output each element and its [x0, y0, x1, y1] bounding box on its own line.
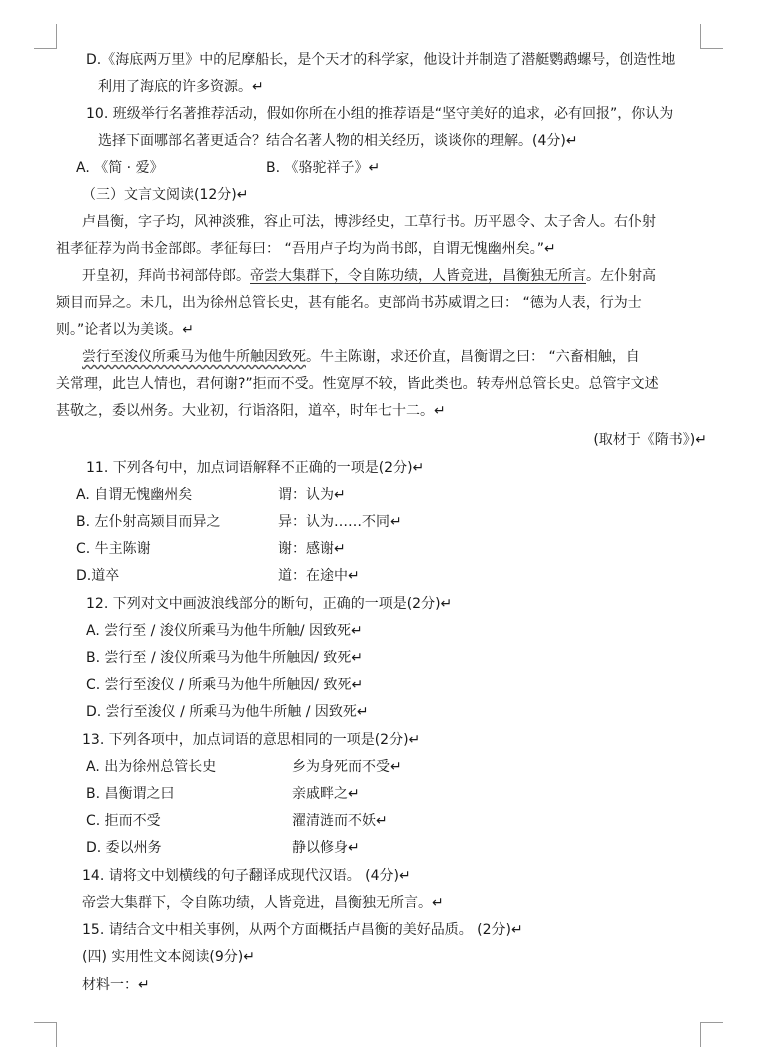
q11-option-a: A. 自谓无愧幽州矣: [76, 487, 193, 503]
passage-p1-line-1: 卢昌衡，字子均，风神淡雅，容止可法，博涉经史，工草行书。历平恩令、太子舍人。右仆射: [82, 214, 656, 230]
passage-p2-lead: 开皇初，拜尚书祠部侍郎。: [82, 268, 250, 284]
passage-p2-tail: 。左仆射高: [586, 268, 656, 284]
option-d-line-2: 利用了海底的许多资源。↵: [98, 79, 264, 95]
q13-option-c-compare: 濯清涟而不妖↵: [292, 813, 388, 829]
q12-option-c: C. 尝行至浚仪 / 所乘马为他牛所触因/ 致死↵: [86, 677, 364, 693]
q11-option-d-gloss: 道：在途中↵: [278, 568, 360, 584]
q11-option-c: C. 牛主陈谢: [76, 541, 151, 557]
q12-option-d: D. 尝行至浚仪 / 所乘马为他牛所触 / 因致死↵: [86, 704, 369, 720]
q11-option-b-gloss: 异：认为……不同↵: [278, 514, 402, 530]
q13-option-b: B. 昌衡谓之曰: [86, 786, 175, 802]
passage-p2-line-2: 颎目而异之。未几，出为徐州总管长史，甚有能名。吏部尚书苏威谓之曰： “德为人表，行为士: [56, 295, 642, 311]
q13-option-d-compare: 静以修身↵: [292, 840, 360, 856]
question-12: 12. 下列对文中画波浪线部分的断句，正确的一项是(2分)↵: [86, 596, 453, 612]
material-1-label: 材料一：↵: [82, 977, 150, 993]
question-10-option-a: A. 《简 · 爱》: [76, 160, 164, 176]
passage-p3-line-2: 关常理，此岂人情也，君何谢?”拒而不受。性宽厚不较，皆此类也。转寿州总管长史。总管宇文述: [56, 376, 659, 392]
question-10-line-1: 10. 班级举行名著推荐活动，假如你所在小组的推荐语是“坚守美好的追求，必有回报”，你认为: [86, 106, 674, 122]
section-3-heading: （三）文言文阅读(12分)↵: [82, 187, 249, 203]
option-d-line-1: D.《海底两万里》中的尼摩船长，是个天才的科学家，他设计并制造了潜艇鹦鹉螺号，创造性地: [86, 52, 676, 68]
passage-p2-line-1: [82, 266, 656, 286]
q11-option-c-gloss: 谢：感谢↵: [278, 541, 346, 557]
section-4-heading: (四) 实用性文本阅读(9分)↵: [82, 949, 255, 965]
q13-option-b-compare: 亲戚畔之↵: [292, 786, 360, 802]
q12-option-a: A. 尝行至 / 浚仪所乘马为他牛所触/ 因致死↵: [86, 623, 363, 639]
passage-p3-tail: 。牛主陈谢，求还价直，昌衡谓之曰： “六畜相触，自: [306, 349, 640, 365]
crop-mark-bottom-left: [34, 1022, 57, 1047]
passage-p1-line-2: 祖孝征荐为尚书金部郎。孝征每曰： “吾用卢子均为尚书郎，自谓无愧幽州矣。”↵: [56, 241, 556, 257]
q11-option-a-gloss: 谓：认为↵: [278, 487, 346, 503]
q11-option-d: D.道卒: [76, 568, 120, 584]
question-14-sentence: 帝尝大集群下，令自陈功绩，人皆竞进，昌衡独无所言。↵: [82, 895, 444, 911]
question-14: 14. 请将文中划横线的句子翻译成现代汉语。 (4分)↵: [82, 868, 411, 884]
underlined-sentence: 帝尝大集群下，令自陈功绩，人皆竞进，昌衡独无所言: [250, 268, 586, 284]
question-13: 13. 下列各项中，加点词语的意思相同的一项是(2分)↵: [82, 732, 421, 748]
q13-option-a: A. 出为徐州总管长史: [86, 759, 217, 775]
q12-option-b: B. 尝行至 / 浚仪所乘马为他牛所触因/ 致死↵: [86, 650, 364, 666]
q11-option-b: B. 左仆射高颎目而异之: [76, 514, 221, 530]
crop-mark-bottom-right: [700, 1022, 723, 1047]
passage-p3-line-1: [82, 347, 640, 367]
question-10-option-b: B. 《骆驼祥子》↵: [266, 160, 381, 176]
crop-mark-top-left: [34, 24, 57, 49]
wavy-underlined-sentence: 尝行至浚仪所乘马为他牛所触因致死: [82, 349, 306, 365]
question-10-line-2: 选择下面哪部名著更适合？结合名著人物的相关经历，谈谈你的理解。(4分)↵: [98, 133, 578, 149]
q13-option-a-compare: 乡为身死而不受↵: [292, 759, 402, 775]
passage-p2-line-3: 则。”论者以为美谈。↵: [56, 322, 194, 338]
question-15: 15. 请结合文中相关事例，从两个方面概括卢昌衡的美好品质。 (2分)↵: [82, 922, 523, 938]
q13-option-d: D. 委以州务: [86, 840, 162, 856]
passage-p3-line-3: 甚敬之，委以州务。大业初，行诣洛阳，道卒，时年七十二。↵: [56, 403, 446, 419]
source-citation: (取材于《隋书》)↵: [593, 432, 707, 448]
q13-option-c: C. 拒而不受: [86, 813, 161, 829]
crop-mark-top-right: [700, 24, 723, 49]
question-11: 11. 下列各句中，加点词语解释不正确的一项是(2分)↵: [86, 460, 425, 476]
